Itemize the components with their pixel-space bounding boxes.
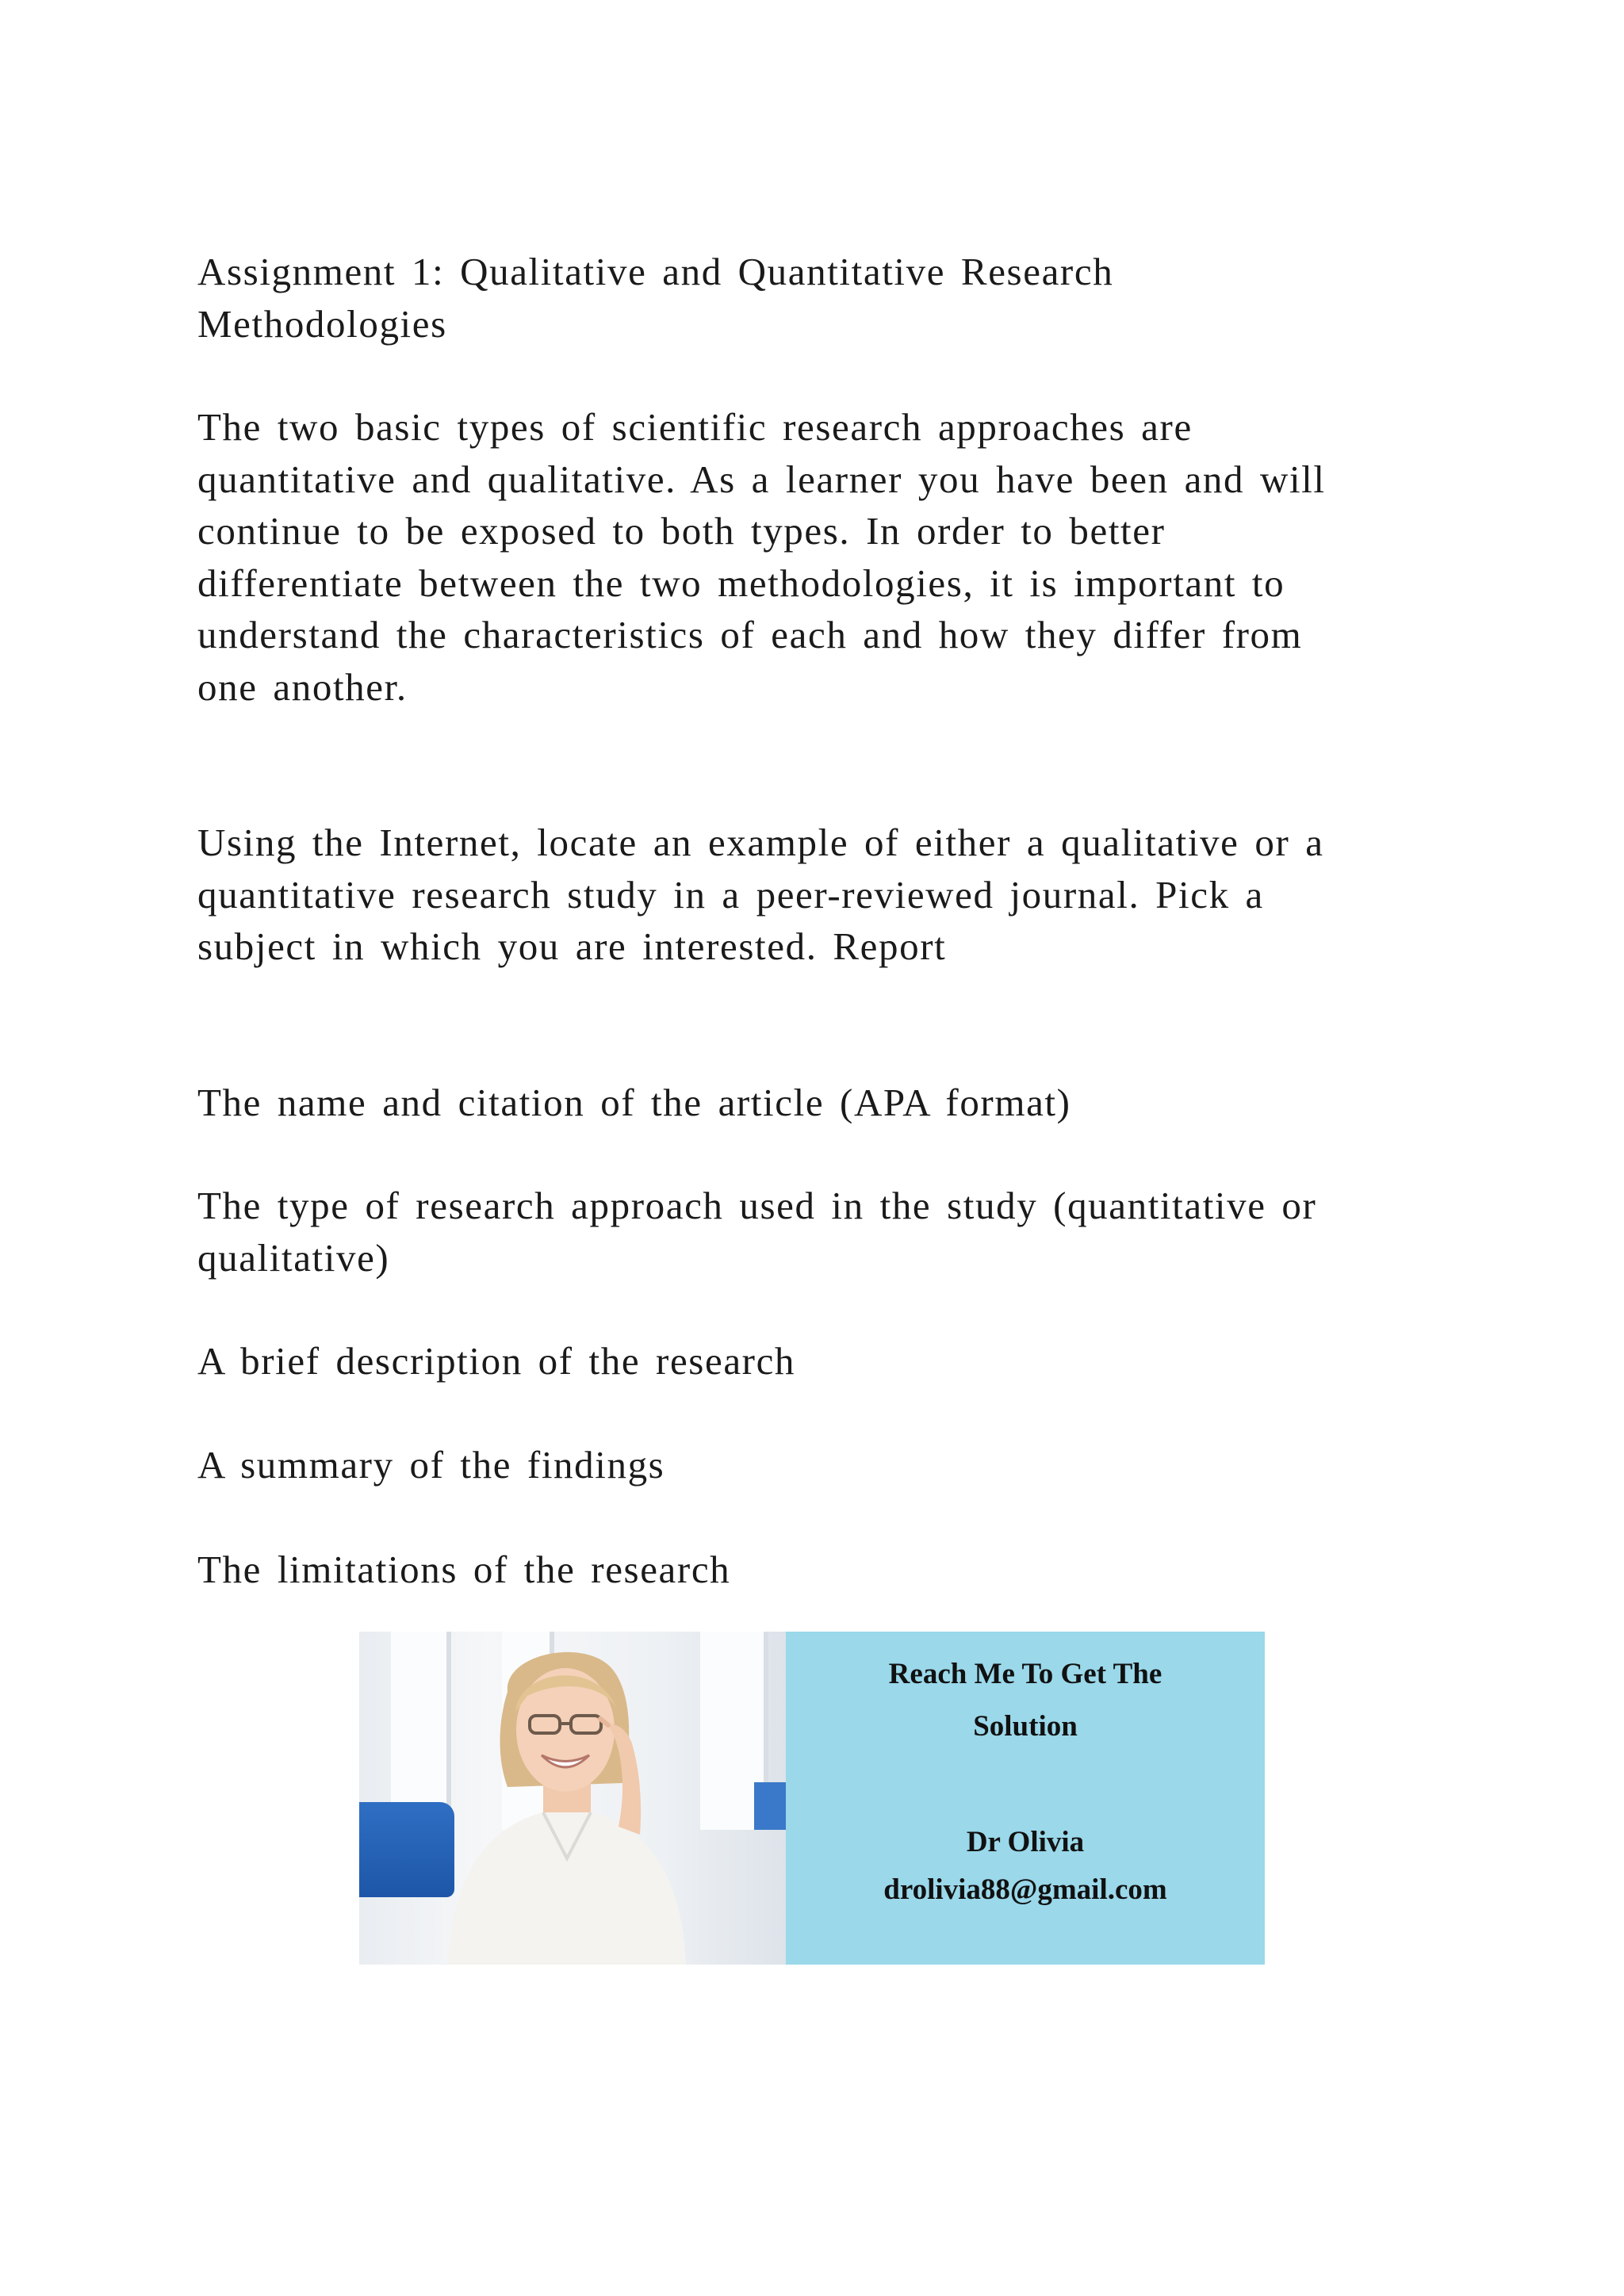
paragraph-line: one another.	[197, 664, 408, 709]
paragraph-line: continue to be exposed to both types. In order to better	[197, 509, 1166, 553]
banner-headline: Solution	[973, 1710, 1078, 1743]
person-illustration-icon	[432, 1636, 694, 1965]
report-item-line: A brief description of the research	[197, 1339, 796, 1383]
report-item-line: qualitative)	[197, 1235, 390, 1280]
smiling-woman-with-glasses-photo	[359, 1632, 786, 1965]
paragraph-line: quantitative and qualitative. As a learner you have been and will	[197, 457, 1326, 501]
report-item-line: The type of research approach used in the study (quantitative or	[197, 1184, 1317, 1227]
contact-email[interactable]: drolivia88@gmail.com	[883, 1873, 1167, 1906]
contact-banner	[359, 1632, 1265, 1965]
paragraph-line: Using the Internet, locate an example of either a qualitative or a	[197, 821, 1324, 864]
assignment-title	[197, 246, 1466, 350]
paragraph-line: subject in which you are interested. Report	[197, 924, 947, 968]
report-item-description	[197, 1335, 1466, 1387]
intro-paragraph	[197, 401, 1466, 713]
banner-headline: Reach Me To Get The	[888, 1658, 1162, 1690]
title-line: Assignment 1: Qualitative and Quantitative Research	[197, 250, 1114, 293]
report-item-findings	[197, 1439, 1466, 1491]
instructions-paragraph	[197, 817, 1466, 973]
contact-info-panel	[786, 1632, 1265, 1965]
title-line: Methodologies	[197, 301, 447, 346]
contact-name: Dr Olivia	[966, 1826, 1085, 1858]
report-item-limitations	[197, 1544, 1466, 1596]
paragraph-line: differentiate between the two methodologies, it is important to	[197, 561, 1285, 605]
report-item-research-type	[197, 1180, 1466, 1284]
report-item-article-citation	[197, 1077, 1466, 1129]
report-item-line: A summary of the findings	[197, 1443, 665, 1487]
report-item-line: The limitations of the research	[197, 1548, 731, 1591]
paragraph-line: The two basic types of scientific research approaches are	[197, 405, 1193, 449]
report-item-line: The name and citation of the article (APA format)	[197, 1081, 1071, 1124]
paragraph-line: understand the characteristics of each and how they differ from	[197, 613, 1303, 656]
blue-chair-decoration	[754, 1782, 786, 1830]
paragraph-line: quantitative research study in a peer-reviewed journal. Pick a	[197, 872, 1264, 916]
